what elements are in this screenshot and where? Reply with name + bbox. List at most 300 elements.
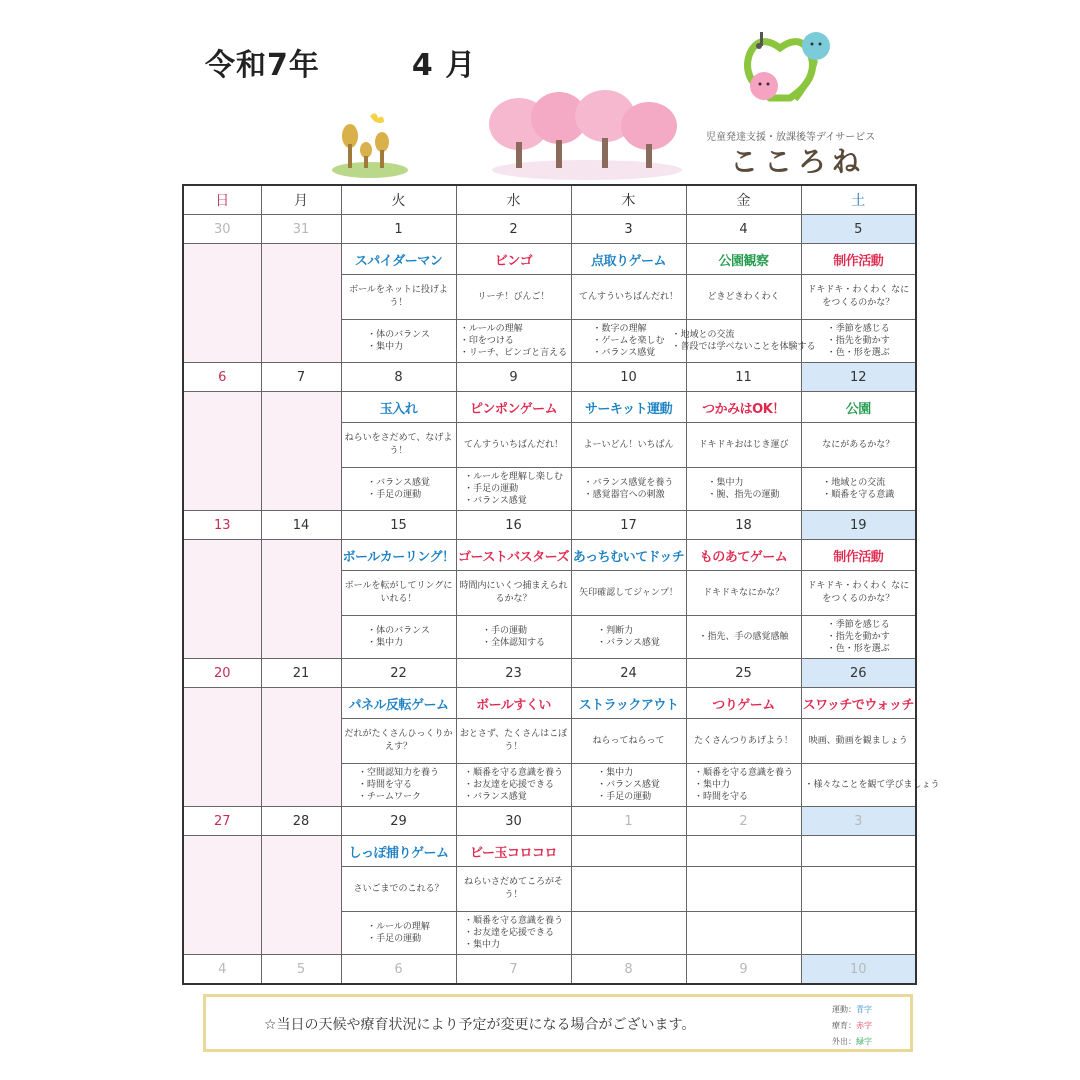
weekday-0: 日 — [183, 185, 261, 215]
effect-item: ・指先、手の感覚感触 — [698, 632, 789, 642]
activity-objective-cell — [456, 867, 571, 912]
notice-text: ☆当日の天候や療育状況により予定が変更になる場合がございます。 — [264, 1017, 696, 1033]
effects-list — [464, 471, 563, 507]
activity-objective-cell — [801, 719, 916, 764]
effects-list — [707, 477, 779, 501]
activity-objective-cell — [571, 719, 686, 764]
date-cell: 13 — [183, 511, 261, 540]
activity-title-cell — [801, 392, 916, 423]
empty-day-cell — [261, 540, 341, 659]
date-cell: 25 — [686, 659, 801, 688]
activity-objective: ねらいをさだめて、なげよう！ — [344, 433, 453, 456]
date-cell: 6 — [183, 363, 261, 392]
effects-list — [367, 625, 430, 649]
activity-objective-cell — [801, 867, 916, 912]
date-cell: 9 — [456, 363, 571, 392]
effect-item: ・指先を動かす — [826, 336, 890, 346]
effect-item: ・バランス感覚 — [464, 496, 527, 506]
activity-objective: たくさんつりあげよう！ — [694, 735, 793, 746]
effect-item: ・色・形を選ぶ — [826, 348, 890, 358]
activity-objective: よーいどん！いちばん — [583, 439, 674, 450]
activity-effects — [572, 625, 686, 649]
legend-item — [832, 1018, 872, 1034]
effects-list — [698, 631, 788, 643]
logo-name: こころね — [730, 145, 867, 178]
effects-list — [597, 625, 660, 649]
activity-objective-cell — [341, 719, 456, 764]
activity-title: 制作活動 — [833, 549, 884, 565]
empty-day-cell — [261, 244, 341, 363]
date-cell: 9 — [686, 955, 801, 985]
activity-title: 制作活動 — [833, 253, 884, 269]
effects-list — [367, 477, 430, 501]
activity-objective: なにがあるかな？ — [822, 439, 895, 450]
era-year: 令和7年 — [205, 48, 320, 83]
effects-list — [694, 767, 793, 803]
activity-objective-cell — [571, 867, 686, 912]
effect-item: ・体のバランス — [367, 626, 430, 636]
activity-title: つかみはOK！ — [702, 401, 785, 417]
activity-effects — [342, 921, 456, 945]
effect-item: ・ルールを理解し楽しむ — [464, 472, 563, 482]
date-cell: 10 — [571, 363, 686, 392]
date-cell: 15 — [341, 511, 456, 540]
date-cell: 28 — [261, 807, 341, 836]
activity-effects — [457, 323, 571, 359]
activity-title: ボールすくい — [476, 697, 551, 713]
activity-title-cell — [341, 392, 456, 423]
date-cell: 19 — [801, 511, 916, 540]
empty-day-cell — [261, 392, 341, 511]
date-cell: 6 — [341, 955, 456, 985]
activity-effects-cell — [801, 468, 916, 511]
effects-list — [464, 767, 563, 803]
activity-title-cell — [686, 688, 801, 719]
activity-objective: ドキドキおはじき運び — [698, 439, 789, 450]
weekday-3: 水 — [456, 185, 571, 215]
effects-list — [805, 779, 940, 791]
empty-day-cell — [183, 688, 261, 807]
legend-label: 療育： — [832, 1021, 856, 1030]
effect-item: ・バランス感覚 — [597, 638, 660, 648]
activity-effects — [572, 323, 686, 359]
effect-item: ・チームワーク — [357, 792, 421, 802]
activity-title: ものあてゲーム — [699, 549, 788, 565]
effect-item: ・手足の運動 — [597, 792, 652, 802]
effect-item: ・空間認知力を養う — [357, 768, 439, 778]
date-cell: 23 — [456, 659, 571, 688]
effect-item: ・集中力 — [367, 342, 404, 352]
activity-title-cell — [341, 688, 456, 719]
activity-objective: ボールを転がしてリングにいれる！ — [344, 581, 453, 604]
activity-title-row — [183, 540, 916, 571]
date-row — [183, 511, 916, 540]
activity-title: サーキット運動 — [584, 401, 673, 417]
date-cell: 5 — [801, 215, 916, 244]
effects-list — [464, 915, 563, 951]
empty-day-cell — [183, 540, 261, 659]
activity-objective: ドキドキなにかな？ — [702, 587, 784, 598]
activity-effects-cell — [341, 764, 456, 807]
date-row — [183, 807, 916, 836]
weekday-4: 木 — [571, 185, 686, 215]
weekday-1: 月 — [261, 185, 341, 215]
activity-objective: てんすういちばんだれ！ — [463, 439, 563, 450]
activity-effects — [457, 471, 571, 507]
date-cell: 29 — [341, 807, 456, 836]
effects-list — [672, 329, 816, 353]
activity-effects — [342, 767, 456, 803]
date-cell: 3 — [801, 807, 916, 836]
activity-title: 公園観察 — [718, 253, 769, 269]
effect-item: ・季節を感じる — [826, 324, 890, 334]
effect-item: ・色・形を選ぶ — [826, 644, 890, 654]
date-cell: 8 — [341, 363, 456, 392]
date-row — [183, 659, 916, 688]
date-cell: 12 — [801, 363, 916, 392]
effect-item: ・バランス感覚 — [592, 348, 656, 358]
activity-effects-cell — [686, 468, 801, 511]
date-cell: 2 — [456, 215, 571, 244]
activity-effects-cell — [801, 912, 916, 955]
effects-list — [367, 329, 430, 353]
effect-item: ・時間を守る — [693, 792, 748, 802]
activity-effects — [802, 477, 916, 501]
activity-title: ゴーストバスターズ — [458, 549, 569, 565]
legend-item — [832, 1002, 872, 1018]
activity-title-cell — [571, 836, 686, 867]
effects-list — [597, 767, 660, 803]
activity-title: ボールカーリング！ — [342, 549, 455, 565]
cherry-blossom-trees-illustration — [487, 90, 687, 180]
activity-objective-cell — [571, 571, 686, 616]
activity-title-cell — [341, 244, 456, 275]
weekday-2: 火 — [341, 185, 456, 215]
activity-title-cell — [801, 688, 916, 719]
activity-title-cell — [571, 244, 686, 275]
activity-objective-cell — [686, 719, 801, 764]
activity-effects-cell — [456, 912, 571, 955]
activity-title-cell — [341, 836, 456, 867]
notice-box — [203, 994, 913, 1052]
activity-title-cell — [456, 540, 571, 571]
activity-objective-cell — [686, 423, 801, 468]
effect-item: ・集中力 — [693, 780, 730, 790]
effect-item: ・手足の運動 — [367, 934, 422, 944]
activity-title-row — [183, 244, 916, 275]
activity-objective-cell — [801, 571, 916, 616]
activity-effects — [342, 625, 456, 649]
activity-effects-cell — [571, 468, 686, 511]
activity-title-row — [183, 836, 916, 867]
legend-value: 緑字 — [856, 1037, 872, 1046]
effect-item: ・順番を守る意識を養う — [463, 916, 563, 926]
effect-item: ・バランス感覚 — [463, 792, 527, 802]
effect-item: ・指先を動かす — [826, 632, 890, 642]
legend-label: 運動： — [832, 1005, 856, 1014]
activity-title-cell — [686, 540, 801, 571]
activity-effects-cell — [801, 616, 916, 659]
activity-objective-cell — [456, 571, 571, 616]
date-cell: 4 — [183, 955, 261, 985]
empty-day-cell — [183, 244, 261, 363]
date-cell: 21 — [261, 659, 341, 688]
effect-item: ・集中力 — [463, 940, 500, 950]
activity-effects — [572, 477, 686, 501]
date-cell: 10 — [801, 955, 916, 985]
empty-day-cell — [261, 836, 341, 955]
activity-objective-cell — [801, 423, 916, 468]
activity-objective-cell — [686, 571, 801, 616]
activity-effects-cell — [801, 320, 916, 363]
activity-objective: どきどきわくわく — [707, 291, 780, 302]
activity-title: 点取りゲーム — [590, 253, 666, 269]
activity-title: ピンポンゲーム — [469, 401, 558, 417]
activity-effects — [687, 477, 801, 501]
date-cell: 31 — [261, 215, 341, 244]
activity-effects-cell — [456, 616, 571, 659]
date-cell: 1 — [341, 215, 456, 244]
activity-title-cell — [456, 688, 571, 719]
legend-value: 赤字 — [856, 1021, 872, 1030]
date-row — [183, 955, 916, 985]
activity-title: あっちむいてドッチ — [572, 549, 685, 565]
activity-effects — [342, 329, 456, 353]
activity-title: 公園 — [845, 401, 871, 417]
mushroom-butterfly-illustration — [330, 108, 410, 180]
date-cell: 2 — [686, 807, 801, 836]
effect-item: ・順番を守る意識を養う — [693, 768, 793, 778]
activity-effects-cell — [341, 616, 456, 659]
date-cell: 17 — [571, 511, 686, 540]
activity-objective-cell — [341, 867, 456, 912]
legend-label: 外出： — [832, 1037, 856, 1046]
activity-effects-cell — [686, 912, 801, 955]
activity-title-cell — [571, 688, 686, 719]
activity-effects — [687, 631, 801, 643]
effect-item: ・腕、指先の運動 — [707, 490, 780, 500]
effect-item: ・集中力 — [597, 768, 634, 778]
legend-value: 青字 — [856, 1005, 872, 1014]
effect-item: ・様々なことを観て学びましょう — [804, 780, 940, 790]
activity-effects-cell — [686, 616, 801, 659]
activity-objective: おとさず、たくさんはこぼう！ — [459, 729, 568, 752]
activity-title-cell — [341, 540, 456, 571]
effects-list — [822, 477, 894, 501]
effect-item: ・季節を感じる — [826, 620, 890, 630]
activity-effects — [802, 779, 940, 791]
date-row — [183, 215, 916, 244]
empty-day-cell — [183, 836, 261, 955]
date-cell: 27 — [183, 807, 261, 836]
date-cell: 16 — [456, 511, 571, 540]
effect-item: ・ゲームを楽しむ — [592, 336, 665, 346]
activity-title-cell — [801, 540, 916, 571]
activity-objective: 映画、動画を観ましょう — [808, 735, 908, 746]
activity-objective-cell — [686, 867, 801, 912]
activity-objective-cell — [456, 719, 571, 764]
effect-item: ・集中力 — [707, 478, 744, 488]
activity-title: しっぽ捕りゲーム — [348, 845, 449, 861]
effect-item: ・手の運動 — [481, 626, 527, 636]
effect-item: ・手足の運動 — [464, 484, 519, 494]
activity-objective-cell — [341, 275, 456, 320]
activity-objective: ねらいさだめてころがそう！ — [463, 877, 563, 900]
effect-item: ・数字の理解 — [592, 324, 647, 334]
activity-objective-cell — [456, 275, 571, 320]
date-cell: 3 — [571, 215, 686, 244]
activity-objective: 時間内にいくつ捕まえられるかな？ — [459, 581, 568, 604]
effect-item: ・集中力 — [367, 638, 404, 648]
activity-title: 玉入れ — [379, 401, 418, 417]
effect-item: ・全体認知する — [481, 638, 545, 648]
effect-item: ・バランス感覚を養う — [583, 478, 674, 488]
date-cell: 4 — [686, 215, 801, 244]
weekday-5: 金 — [686, 185, 801, 215]
effect-item: ・地域との交流 — [671, 330, 735, 340]
date-cell: 11 — [686, 363, 801, 392]
activity-effects-cell — [456, 764, 571, 807]
effect-item: ・感覚器官への刺激 — [583, 490, 665, 500]
activity-objective: ねらってねらって — [592, 735, 665, 746]
activity-title: ビンゴ — [494, 253, 533, 269]
activity-objective-cell — [341, 423, 456, 468]
activity-effects — [342, 477, 456, 501]
activity-effects — [687, 767, 801, 803]
effect-item: ・リーチ、ビンゴと言える — [459, 348, 568, 358]
effect-item: ・バランス感覚 — [367, 478, 430, 488]
activity-objective: だれがたくさんひっくりかえす？ — [344, 729, 453, 752]
weekday-header-row — [183, 185, 916, 215]
effect-item: ・体のバランス — [367, 330, 430, 340]
effect-item: ・ルールの理解 — [459, 324, 523, 334]
activity-objective: さいごまでのこれる？ — [353, 883, 444, 894]
effect-item: ・印をつける — [459, 336, 514, 346]
activity-title: スパイダーマン — [354, 253, 443, 269]
date-cell: 18 — [686, 511, 801, 540]
effect-item: ・バランス感覚 — [597, 780, 660, 790]
activity-effects-cell — [341, 468, 456, 511]
date-cell: 5 — [261, 955, 341, 985]
date-cell: 7 — [261, 363, 341, 392]
effect-item: ・ルールの理解 — [367, 922, 430, 932]
activity-title-cell — [456, 244, 571, 275]
effects-list — [827, 619, 890, 655]
activity-effects-cell — [571, 320, 686, 363]
weekday-6: 土 — [801, 185, 916, 215]
activity-objective-cell — [571, 423, 686, 468]
activity-title-row — [183, 392, 916, 423]
monthly-activity-calendar — [182, 184, 940, 985]
activity-title-cell — [456, 836, 571, 867]
activity-effects-cell — [456, 320, 571, 363]
empty-day-cell — [183, 392, 261, 511]
empty-day-cell — [261, 688, 341, 807]
date-cell: 30 — [456, 807, 571, 836]
activity-title-cell — [456, 392, 571, 423]
activity-title-cell — [801, 836, 916, 867]
date-cell: 30 — [183, 215, 261, 244]
activity-title-cell — [801, 244, 916, 275]
activity-title: パネル反転ゲーム — [348, 697, 449, 713]
activity-objective: ボールをネットに投げよう！ — [349, 285, 448, 308]
activity-effects-cell — [686, 764, 801, 807]
effect-item: ・判断力 — [597, 626, 634, 636]
logo-subtitle: 児童発達支援・放課後等デイサービス — [706, 132, 876, 143]
activity-effects — [572, 767, 686, 803]
effects-list — [827, 323, 890, 359]
date-cell: 8 — [571, 955, 686, 985]
activity-title-cell — [571, 540, 686, 571]
activity-title-cell — [571, 392, 686, 423]
activity-title-row — [183, 688, 916, 719]
date-cell: 1 — [571, 807, 686, 836]
effect-item: ・普段では学べないことを体験する — [671, 342, 816, 352]
activity-objective-cell — [801, 275, 916, 320]
date-cell: 24 — [571, 659, 686, 688]
effects-list — [584, 477, 674, 501]
effect-item: ・順番を守る意識を養う — [463, 768, 563, 778]
color-legend — [832, 1002, 872, 1050]
effect-item: ・時間を守る — [357, 780, 412, 790]
month-label: 4 月 — [411, 48, 477, 83]
activity-effects-cell — [571, 616, 686, 659]
activity-title: つりゲーム — [712, 697, 775, 713]
legend-item — [832, 1034, 872, 1050]
activity-effects — [802, 619, 916, 655]
activity-objective-cell — [341, 571, 456, 616]
effects-list — [460, 323, 567, 359]
activity-title: ビー玉コロコロ — [470, 845, 557, 861]
effect-item: ・手足の運動 — [367, 490, 422, 500]
activity-effects — [802, 323, 916, 359]
activity-effects-cell — [571, 912, 686, 955]
effect-item: ・お友達を応援できる — [463, 928, 554, 938]
activity-effects-cell — [571, 764, 686, 807]
activity-objective-cell — [686, 275, 801, 320]
effects-list — [358, 767, 439, 803]
activity-objective: 矢印確認してジャンプ！ — [579, 587, 678, 598]
activity-effects — [457, 625, 571, 649]
activity-title-cell — [686, 392, 801, 423]
activity-objective: てんすういちばんだれ！ — [578, 291, 678, 302]
activity-effects-cell — [341, 320, 456, 363]
date-cell: 14 — [261, 511, 341, 540]
effects-list — [592, 323, 664, 359]
date-row — [183, 363, 916, 392]
activity-objective: ドキドキ・わくわく なにをつくるのかな？ — [807, 581, 910, 604]
effect-item: ・地域との交流 — [822, 478, 886, 488]
activity-objective: ドキドキ・わくわく なにをつくるのかな？ — [807, 285, 910, 308]
date-cell: 7 — [456, 955, 571, 985]
activity-effects — [671, 329, 816, 353]
activity-objective-cell — [456, 423, 571, 468]
activity-title-cell — [686, 244, 801, 275]
activity-title-cell — [686, 836, 801, 867]
activity-effects-cell — [456, 468, 571, 511]
activity-objective-cell — [571, 275, 686, 320]
activity-effects — [457, 915, 571, 951]
activity-effects — [457, 767, 571, 803]
effects-list — [482, 625, 545, 649]
activity-title: スワッチでウォッチ — [802, 697, 914, 713]
effect-item: ・順番を守る意識 — [822, 490, 895, 500]
kokorone-logo — [730, 28, 850, 118]
date-cell: 20 — [183, 659, 261, 688]
activity-title: ストラックアウト — [578, 697, 679, 713]
activity-objective: リーチ！びんご！ — [477, 291, 550, 302]
activity-effects-cell — [801, 764, 940, 807]
